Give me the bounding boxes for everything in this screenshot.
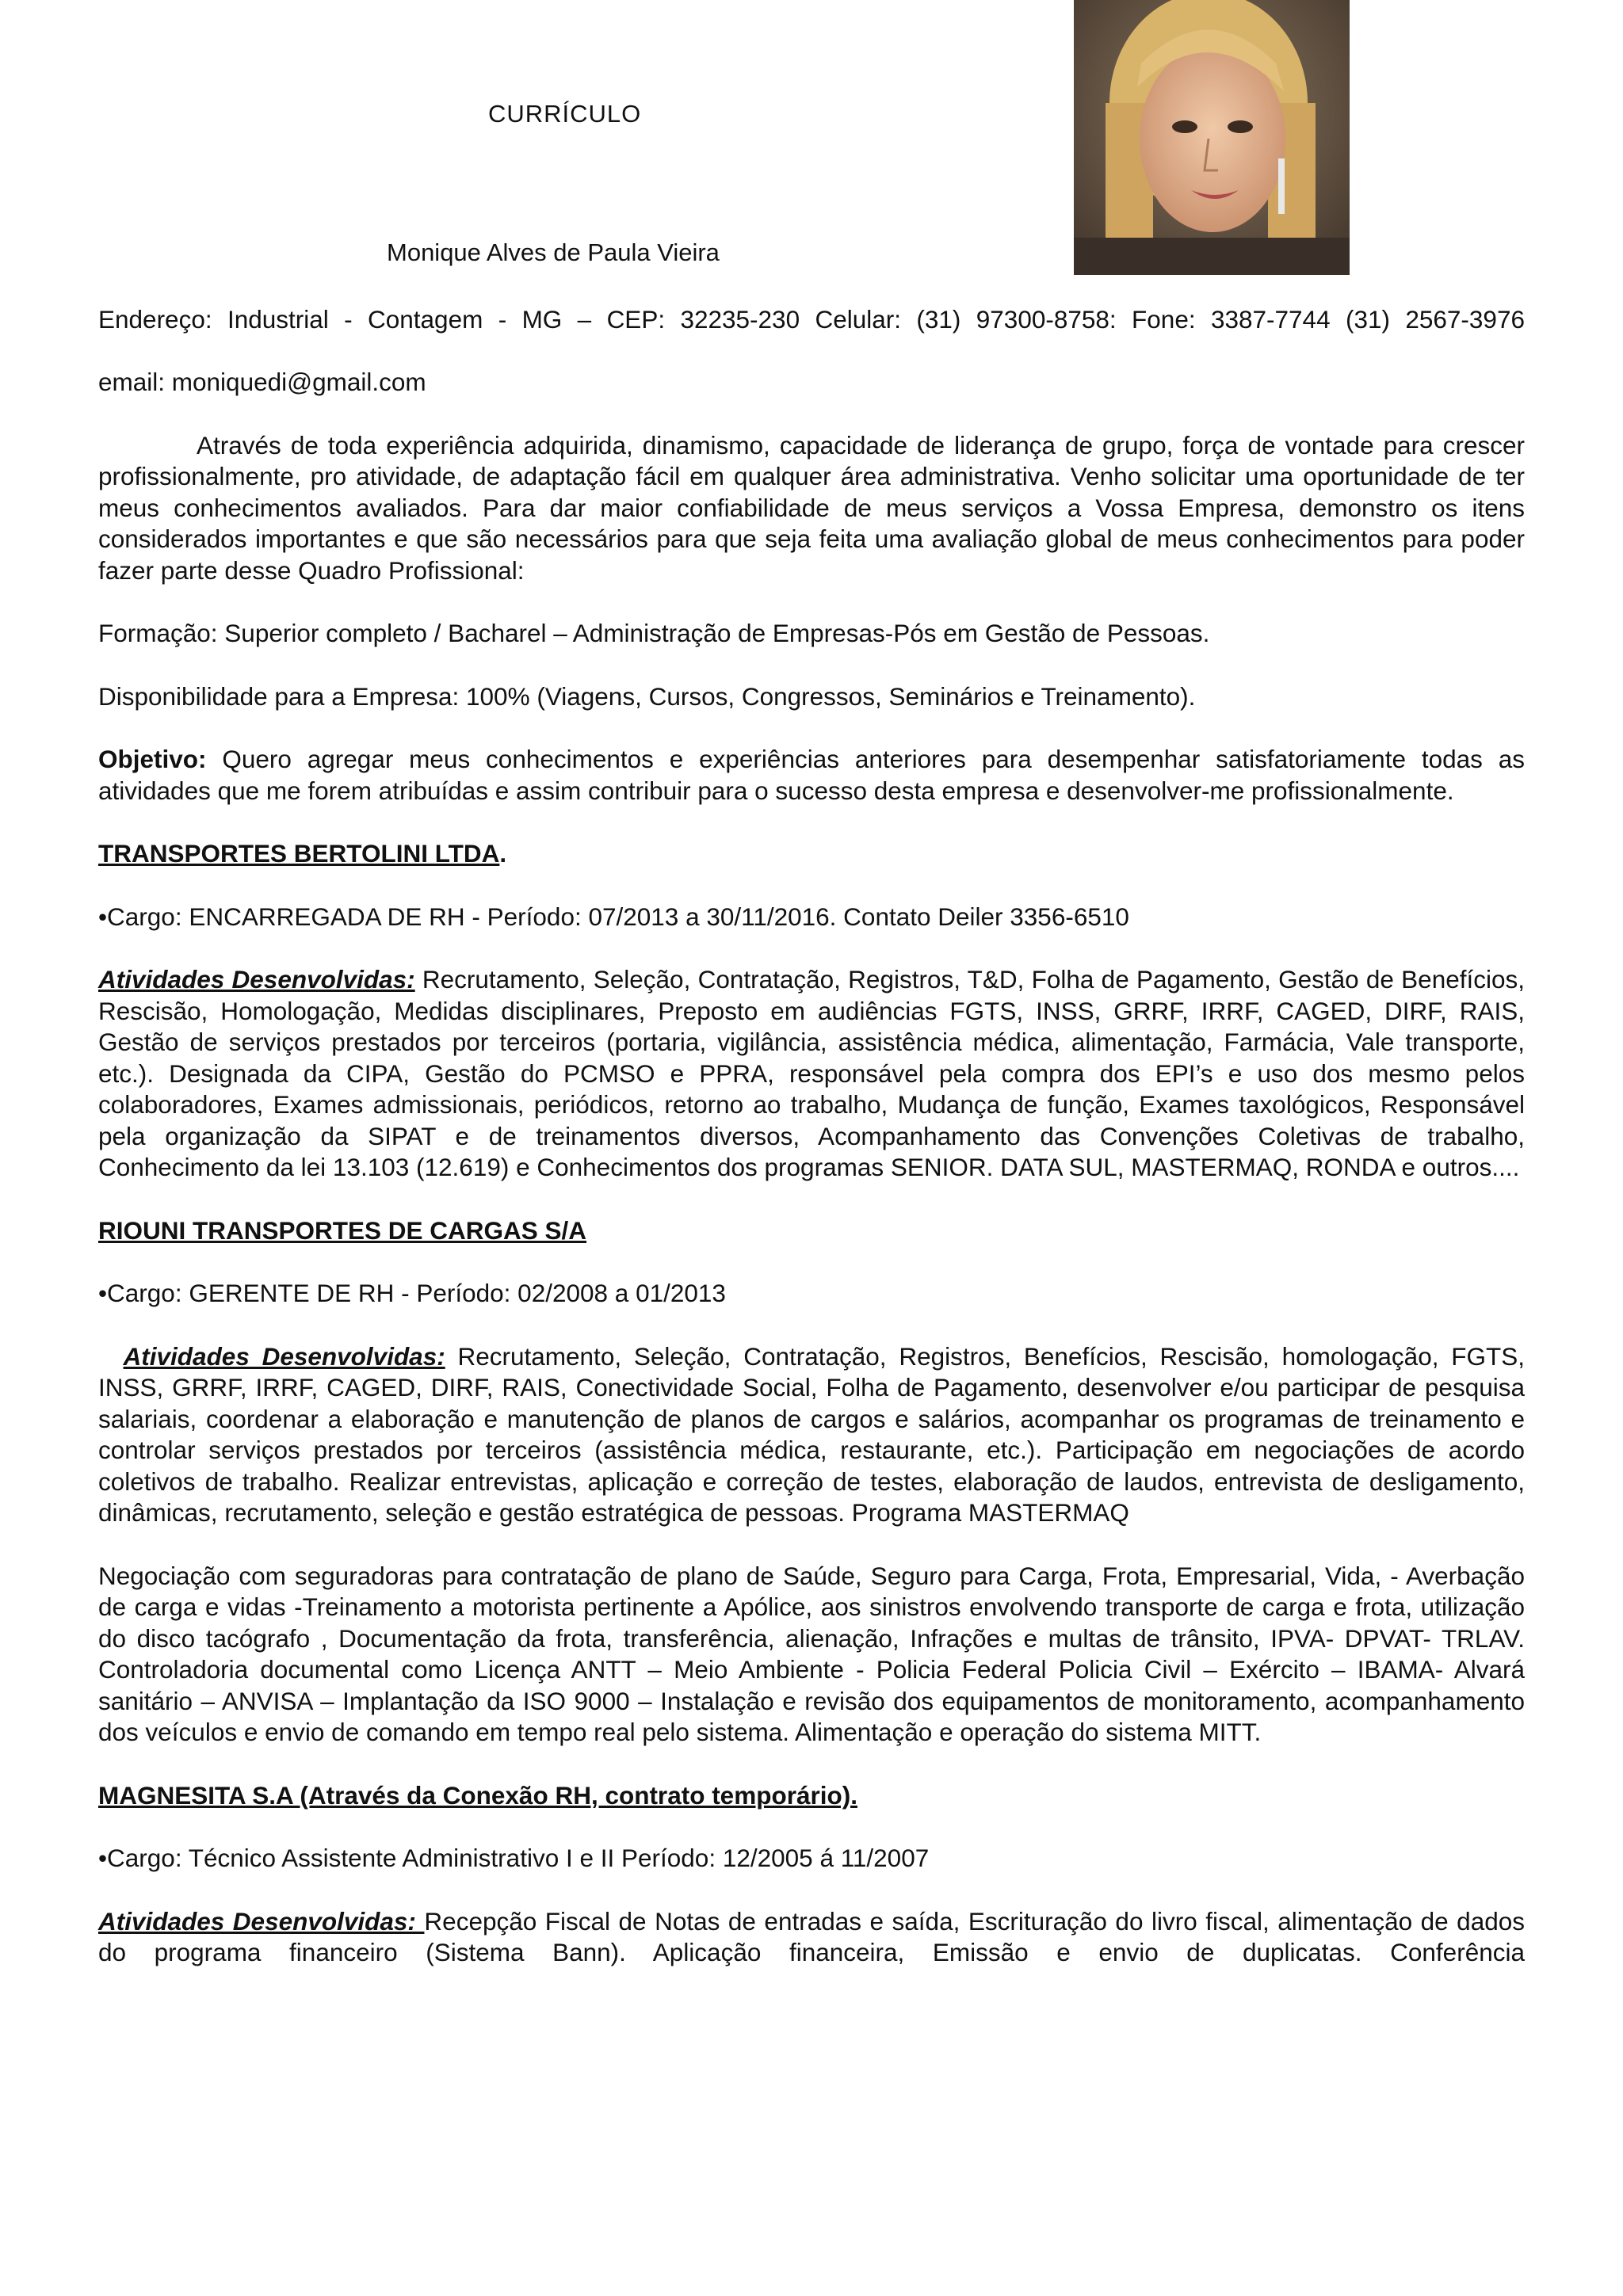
job-cargo: •Cargo: Técnico Assistente Administrativo I e II Período: 12/2005 á 11/2007 — [98, 1844, 930, 1872]
objetivo-text: Quero agregar meus conhecimentos e experiências anteriores para desempenhar satisfatoriamente todas as atividades que me forem atribuídas e assim contribuir para o sucesso desta empresa e desenvolver-me profissionalmente. — [98, 745, 1525, 805]
job-activities — [98, 1906, 1525, 2000]
disponibilidade-line: Disponibilidade para a Empresa: 100% (Viagens, Cursos, Congressos, Seminários e Treinamento). — [98, 681, 1196, 711]
activities-text: Recrutamento, Seleção, Contratação, Registros, Benefícios, Rescisão, homologação, FGTS, INSS, GRRF, IRRF, CAGED, DIRF, RAIS, Conectividade Social, Folha de Pagamento, desenvolver e/ou participar de pesquisa salariais, coordenar a elaboração e manutenção de planos de cargos e salários, acompanhar os programas de treinamento e controlar serviços prestados por terceiros (assistência médica, restaurante, etc.). Participação em negociações de acordo coletivos de trabalho. Realizar entrevistas, aplicação e correção de testes, elaboração de laudos, entrevista de desligamento, dinâmicas, recrutamento, seleção e gestão estratégica de pessoas. Programa MASTERMAQ — [98, 1341, 1525, 1527]
document-title: CURRÍCULO — [488, 100, 642, 128]
formacao-line: Formação: Superior completo / Bacharel – Administração de Empresas-Pós em Gestão de Pessoas. — [98, 619, 1210, 647]
job-company — [98, 1780, 1525, 1812]
job-cargo: •Cargo: GERENTE DE RH - Período: 02/2008 a 01/2013 — [98, 1279, 726, 1307]
job-company-name: MAGNESITA S.A (Através da Conexão RH, contrato temporário). — [98, 1780, 857, 1810]
job-company-name: RIOUNI TRANSPORTES DE CARGAS S/A — [98, 1215, 587, 1245]
job-activities — [98, 1341, 1525, 1529]
job-activities — [98, 964, 1525, 1184]
resume-body — [98, 304, 1525, 2000]
activities-text: Recepção Fiscal de Notas de entradas e saída, Escrituração do livro fiscal, alimentação de dados do programa financeiro (Sistema Bann). Aplicação financeira, Emissão e envio de duplicatas. Conferência — [98, 1906, 1525, 1966]
activities-label: Atividades Desenvolvidas: — [98, 1906, 425, 1936]
job-company — [98, 1215, 1525, 1247]
job-extra-paragraph: Negociação com seguradoras para contratação de plano de Saúde, Seguro para Carga, Frota, Empresarial, Vida, - Averbação de carga e vidas -Treinamento a motorista pertinente a Apólice, aos sinistros envolvendo transporte de carga e frota, utilização do disco tacógrafo , Documentação da frota, transferência, alienação, Infrações e multas de trânsito, IPVA- DPVAT- TRLAV. Controladoria documental como Licença ANTT – Meio Ambiente - Policia Federal Policia Civil – Exército – IBAMA- Alvará sanitário – ANVISA – Implantação da ISO 9000 – Instalação e revisão dos equipamentos de monitoramento, acompanhamento dos veículos e envio de comando em tempo real pelo sistema. Alimentação e operação do sistema MITT. — [98, 1561, 1525, 1746]
intro-paragraph: Através de toda experiência adquirida, dinamismo, capacidade de liderança de grupo, força de vontade para crescer profissionalmente, pro atividade, de adaptação fácil em qualquer área administrativa. Venho solicitar uma oportunidade de ter meus conhecimentos avaliados. Para dar maior confiabilidade de meus serviços a Vossa Empresa, demonstro os itens considerados importantes e que são necessários para que seja feita uma avaliação global de meus conhecimentos para poder fazer parte desse Quadro Profissional: — [98, 430, 1525, 585]
objetivo-paragraph — [98, 744, 1525, 807]
profile-photo — [1074, 0, 1350, 275]
contact-email: email: moniquedi@gmail.com — [98, 368, 426, 396]
activities-label: Atividades Desenvolvidas: — [98, 965, 415, 994]
contact-line: Endereço: Industrial - Contagem - MG – CEP: 32235-230 Celular: (31) 97300-8758: Fone: 3387-7744 (31) 2567-3976 — [98, 305, 1525, 334]
job-company-name: TRANSPORTES BERTOLINI LTDA — [98, 839, 500, 868]
candidate-name: Monique Alves de Paula Vieira — [387, 238, 720, 266]
objetivo-label: Objetivo: — [98, 745, 207, 773]
activities-label: Atividades Desenvolvidas: — [123, 1341, 445, 1371]
job-company: TRANSPORTES BERTOLINI LTDA. — [98, 839, 507, 868]
job-cargo: •Cargo: ENCARREGADA DE RH - Período: 07/2013 a 30/11/2016. Contato Deiler 3356-6510 — [98, 902, 1129, 931]
activities-text: Recrutamento, Seleção, Contratação, Registros, T&D, Folha de Pagamento, Gestão de Benefícios, Rescisão, Homologação, Medidas disciplinares, Preposto em audiências FGTS, INSS, GRRF, IRRF, CAGED, DIRF, RAIS, Gestão de serviços prestados por terceiros (portaria, vigilância, assistência médica, alimentação, Farmácia, Vale transporte, etc.). Designada da CIPA, Gestão do PCMSO e PPRA, responsável pela compra dos EPI’s e uso dos mesmo pelos colaboradores, Exames admissionais, periódicos, retorno ao trabalho, Mudança de função, Exames taxológicos, Responsável pela organização da SIPAT e de treinamentos diversos, Acompanhamento das Convenções Coletivas de trabalho, Conhecimento da lei 13.103 (12.619) e Conhecimentos dos programas SENIOR. DATA SUL, MASTERMAQ, RONDA e outros.... — [98, 965, 1526, 1181]
